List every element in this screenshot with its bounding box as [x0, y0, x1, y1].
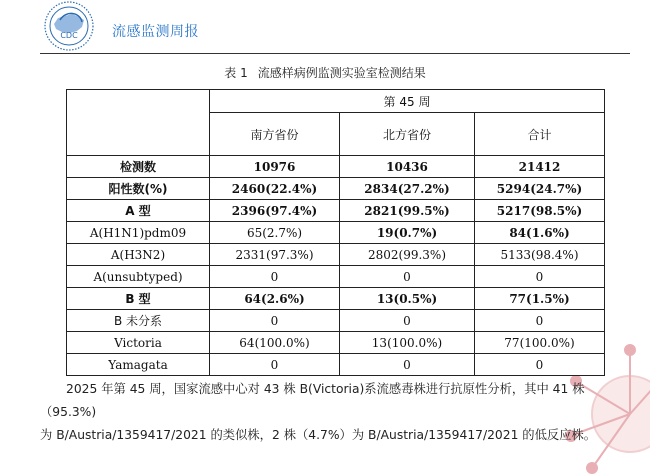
cell-value: 21412: [475, 156, 605, 178]
cell-value: 64(2.6%): [210, 288, 340, 310]
note-line: 为 B/Austria/1359417/2021 的类似株，2 株（4.7%）为 B/Austria/1359417/2021 的低反应株。: [40, 428, 597, 442]
row-label: A(H3N2): [67, 244, 210, 266]
cell-value: 84(1.6%): [475, 222, 605, 244]
table-row: [67, 244, 605, 266]
cell-value: 0: [210, 266, 340, 288]
cell-value: 65(2.7%): [210, 222, 340, 244]
lab-results-table: [66, 89, 605, 376]
cell-value: 64(100.0%): [210, 332, 340, 354]
cell-value: 0: [340, 266, 475, 288]
cell-value: 5217(98.5%): [475, 200, 605, 222]
row-label: 阳性数(%): [67, 178, 210, 200]
cell-value: 2821(99.5%): [340, 200, 475, 222]
row-label: A 型: [67, 200, 210, 222]
china-cdc-logo-icon: [40, 0, 98, 52]
table-row: [67, 266, 605, 288]
week-header: 第 45 周: [210, 90, 605, 113]
cell-value: 0: [340, 354, 475, 376]
antigenic-analysis-note: [40, 378, 630, 447]
row-label: Victoria: [67, 332, 210, 354]
cell-value: 0: [210, 354, 340, 376]
table-header-row: [67, 90, 605, 113]
cell-value: 77(100.0%): [475, 332, 605, 354]
column-header: 南方省份: [210, 113, 340, 156]
cell-value: 10436: [340, 156, 475, 178]
row-label: 检测数: [67, 156, 210, 178]
table-row: [67, 332, 605, 354]
cell-value: 77(1.5%): [475, 288, 605, 310]
cell-value: 13(0.5%): [340, 288, 475, 310]
row-label: A(H1N1)pdm09: [67, 222, 210, 244]
page-header: [0, 0, 650, 60]
table-caption: [0, 64, 650, 81]
cell-value: 2460(22.4%): [210, 178, 340, 200]
report-title: 流感监测周报: [112, 24, 199, 40]
cell-value: 0: [210, 310, 340, 332]
cell-value: 10976: [210, 156, 340, 178]
cell-value: 2396(97.4%): [210, 200, 340, 222]
cell-value: 19(0.7%): [340, 222, 475, 244]
table-row: [67, 222, 605, 244]
cell-value: 5294(24.7%): [475, 178, 605, 200]
cell-value: 5133(98.4%): [475, 244, 605, 266]
corner-cell: [67, 90, 210, 156]
note-line: 2025 年第 45 周，国家流感中心对 43 株 B(Victoria)系流感毒株进行抗原性分析，其中 41 株（95.3%): [40, 382, 585, 419]
cell-value: 2331(97.3%): [210, 244, 340, 266]
column-header: 北方省份: [340, 113, 475, 156]
table-title: 流感样病例监测实验室检测结果: [257, 66, 426, 80]
table-row: [67, 310, 605, 332]
cell-value: 0: [475, 354, 605, 376]
cell-value: 0: [475, 310, 605, 332]
cell-value: 2802(99.3%): [340, 244, 475, 266]
cell-value: 2834(27.2%): [340, 178, 475, 200]
row-label: B 型: [67, 288, 210, 310]
column-header: 合计: [475, 113, 605, 156]
table-number: 表 1: [224, 66, 248, 80]
cell-value: 0: [340, 310, 475, 332]
table-row: [67, 200, 605, 222]
header-divider: [40, 53, 630, 54]
svg-text:CDC: CDC: [60, 31, 78, 40]
row-label: Yamagata: [67, 354, 210, 376]
table-row: [67, 288, 605, 310]
table-row: [67, 354, 605, 376]
cell-value: 13(100.0%): [340, 332, 475, 354]
row-label: A(unsubtyped): [67, 266, 210, 288]
table-row: [67, 156, 605, 178]
cell-value: 0: [475, 266, 605, 288]
table-row: [67, 178, 605, 200]
row-label: B 未分系: [67, 310, 210, 332]
